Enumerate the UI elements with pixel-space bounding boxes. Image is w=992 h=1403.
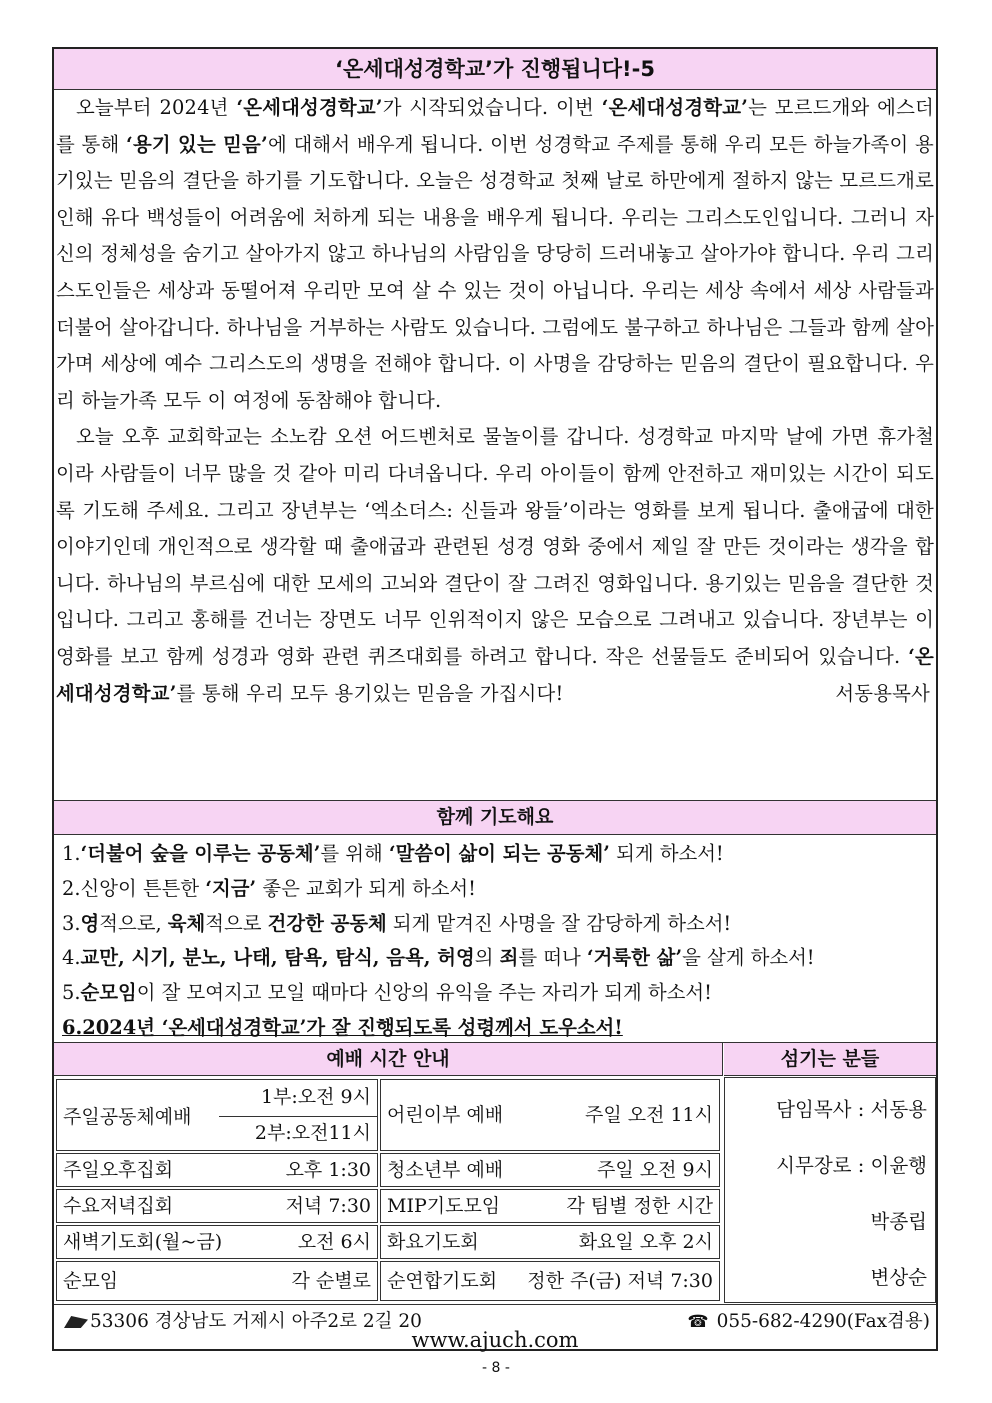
prayer-header: 함께 기도해요 xyxy=(54,800,936,835)
prayer-item-2 xyxy=(62,872,930,907)
service-name: 순연합기도회 xyxy=(387,1270,498,1292)
service-name: MIP기도모임 xyxy=(387,1195,501,1217)
bold-span: 순모임 xyxy=(80,981,137,1005)
service-time: 주일 오전 9시 xyxy=(597,1159,713,1181)
article-title: ‘온세대성경학교’가 진행됩니다!-5 xyxy=(54,49,936,90)
text-span: 3. xyxy=(62,911,81,935)
phone-icon: ☎ xyxy=(687,1312,709,1332)
text-span: 적으로 xyxy=(205,911,268,935)
text-span: 4. xyxy=(62,946,81,970)
text-span: 1. xyxy=(62,842,81,865)
service-time: 각 순별로 xyxy=(291,1270,371,1292)
service-name: 주일오후집회 xyxy=(63,1159,174,1181)
bold-span: 건강한 공동체 xyxy=(267,911,387,935)
bold-span: 육체 xyxy=(167,911,206,935)
schedule-row-c3 xyxy=(380,1189,720,1223)
info-section xyxy=(54,1042,936,1305)
service-name: 청소년부 예배 xyxy=(387,1159,504,1181)
schedule-header: 예배 시간 안내 xyxy=(54,1043,723,1076)
schedule-row-3 xyxy=(56,1189,378,1223)
service-name: 화요기도회 xyxy=(387,1231,479,1253)
schedule-row-2 xyxy=(56,1153,378,1187)
text-span: 좋은 교회가 되게 하소서! xyxy=(256,876,476,900)
prayer-list xyxy=(54,835,936,1043)
text-span: 되게 하소서! xyxy=(609,842,724,865)
address: 53306 경상남도 거제시 아주2로 2길 20 xyxy=(90,1311,422,1332)
service-time: 저녁 7:30 xyxy=(285,1195,371,1217)
server-elder-2: 박종립 xyxy=(870,1210,927,1233)
prayer-item-4 xyxy=(62,941,930,976)
text-span: 의 xyxy=(474,946,500,970)
bold-span: ‘온세대성경학교’ xyxy=(601,96,749,119)
bold-span: ‘지금’ xyxy=(205,876,257,900)
service-name: 순모임 xyxy=(63,1270,119,1292)
text-span: 를 위해 xyxy=(320,842,389,865)
service-name: 수요저녁집회 xyxy=(63,1195,174,1217)
bold-span: 영 xyxy=(80,911,100,935)
prayer-item-5 xyxy=(62,976,930,1011)
bold-span: ‘온세대성경학교’ xyxy=(56,644,934,705)
service-name: 어린이부 예배 xyxy=(387,1104,504,1126)
schedule-row-4 xyxy=(56,1225,378,1259)
text-span: 오늘 오후 교회학교는 소노캄 오션 어드벤처로 물놀이를 갑니다. 성경학교 마지막 날에 가면 휴가철이라 사람들이 너무 많을 것 같아 미리 다녀옵니다. 우리 아이들이 함께 안전하고 재미있는 시간이 되도록 기도해 주세요. 그리고 장년부는 ‘엑소더스: 신들과 왕들’이라는 영화를 보게 됩니다. 출애굽에 대한 이야기인데 개인적으로 생각할 때 출애굽과 관련된 성경 영화 중에서 제일 잘 만든 것이라는 생각을 합니다. 하나님의 부르심에 대한 모세의 고뇌와 결단이 잘 그려진 영화입니다. 용기있는 믿음을 결단한 것입니다. 그리고 홍해를 건너는 장면도 너무 인위적이지 않은 모습으로 그려내고 있습니다. 장년부는 이 영화를 보고 함께 성경과 영화 관련 퀴즈대회를 하려고 합니다. 작은 선물들도 준비되어 있습니다. xyxy=(56,425,934,668)
bold-span: ‘말씀이 삶이 되는 공동체’ xyxy=(388,842,610,865)
schedule-row-5 xyxy=(56,1261,378,1301)
service-time: 주일 오전 11시 xyxy=(584,1104,713,1126)
text-span: 는 모르드개와 에스더를 통해 xyxy=(56,96,934,156)
service-time: 오전 6시 xyxy=(297,1231,371,1253)
server-senior-pastor: 담임목사 : 서동용 xyxy=(776,1098,927,1121)
letter-paragraph-1 xyxy=(56,90,934,419)
servers-list xyxy=(724,1077,936,1303)
bold-span: 교만, 시기, 분노, 나태, 탐욕, 탐식, 음욕, 허영 xyxy=(80,946,475,970)
bold-span: ‘더불어 숲을 이루는 공동체’ xyxy=(80,842,321,865)
text-span: 가 시작되었습니다. 이번 xyxy=(382,96,602,119)
page-number: - 8 - xyxy=(482,1360,510,1376)
bold-span: ‘온세대성경학교’ xyxy=(236,96,383,119)
server-elder-3: 변상순 xyxy=(870,1266,927,1289)
sunday-service-row xyxy=(56,1079,378,1151)
schedule-row-c5 xyxy=(380,1261,720,1301)
service-name: 새벽기도회(월~금) xyxy=(63,1231,223,1253)
servers-header: 섬기는 분들 xyxy=(724,1043,936,1076)
bold-span: ‘용기 있는 믿음’ xyxy=(126,132,268,156)
schedule-row-c4 xyxy=(380,1225,720,1259)
schedule-row-c2 xyxy=(380,1153,720,1187)
bold-span: 죄 xyxy=(499,946,519,970)
letter-paragraph-2 xyxy=(56,419,934,712)
sunday-second-service: 2부:오전11시 xyxy=(254,1122,371,1144)
sunday-first-service: 1부:오전 9시 xyxy=(219,1080,377,1117)
text-span: 5. xyxy=(62,981,81,1005)
prayer-item-6: 6.2024년 ‘온세대성경학교’가 잘 진행되도록 성령께서 도우소서! xyxy=(62,1015,623,1039)
mail-icon xyxy=(64,1316,88,1328)
pastor-letter xyxy=(54,90,936,846)
bold-span: ‘거룩한 삶’ xyxy=(586,946,683,970)
text-span: 을 살게 하소서! xyxy=(682,946,815,970)
text-span: 2.신앙이 튼튼한 xyxy=(62,876,206,900)
website[interactable]: www.ajuch.com xyxy=(411,1328,579,1352)
text-span: 오늘부터 2024년 xyxy=(76,96,237,119)
service-time: 정한 주(금) 저녁 7:30 xyxy=(527,1270,713,1292)
prayer-item-1 xyxy=(62,837,930,872)
server-elder-1: 시무장로 : 이윤행 xyxy=(776,1154,927,1177)
signature: 서동용목사 xyxy=(835,681,930,705)
footer xyxy=(54,1304,936,1353)
service-time: 화요일 오후 2시 xyxy=(578,1231,713,1253)
service-time: 각 팀별 정한 시간 xyxy=(566,1195,713,1217)
text-span: 적으로, xyxy=(99,911,168,935)
schedule-row-c1 xyxy=(380,1079,720,1151)
phone-number: 055-682-4290(Fax겸용) xyxy=(716,1311,930,1332)
text-span: 에 대해서 배우게 됩니다. 이번 성경학교 주제를 통해 우리 모든 하늘가족이 용기있는 믿음의 결단을 하기를 기도합니다. 오늘은 성경학교 첫째 날로 하만에게 절하지 않는 모르드개로 인해 유다 백성들이 어려움에 처하게 되는 내용을 배우게 됩니다. 우리는 그리스도인입니다. 그러니 자신의 정체성을 숨기고 살아가지 않고 하나님의 사람임을 당당히 드러내놓고 살아가야 합니다. 우리 그리스도인들은 세상과 동떨어져 우리만 모여 살 수 있는 것이 아닙니다. 우리는 세상 속에서 세상 사람들과 더불어 살아갑니다. 하나님을 거부하는 사람도 있습니다. 그럼에도 불구하고 하나님은 그들과 함께 살아가며 세상에 예수 그리스도의 생명을 전해야 합니다. 이 사명을 감당하는 믿음의 결단이 필요합니다. 우리 하늘가족 모두 이 여정에 동참해야 합니다. xyxy=(56,132,934,412)
service-time: 오후 1:30 xyxy=(285,1159,371,1181)
bulletin-frame xyxy=(52,47,938,1351)
text-span: 되게 맡겨진 사명을 잘 감당하게 하소서! xyxy=(386,911,732,935)
text-span: 이 잘 모여지고 모일 때마다 신앙의 유익을 주는 자리가 되게 하소서! xyxy=(136,981,712,1005)
sunday-service-name: 주일공동체예배 xyxy=(63,1106,192,1128)
text-span: 를 통해 우리 모두 용기있는 믿음을 가집시다! xyxy=(176,681,564,705)
text-span: 를 떠나 xyxy=(518,946,587,970)
prayer-item-3 xyxy=(62,907,930,942)
